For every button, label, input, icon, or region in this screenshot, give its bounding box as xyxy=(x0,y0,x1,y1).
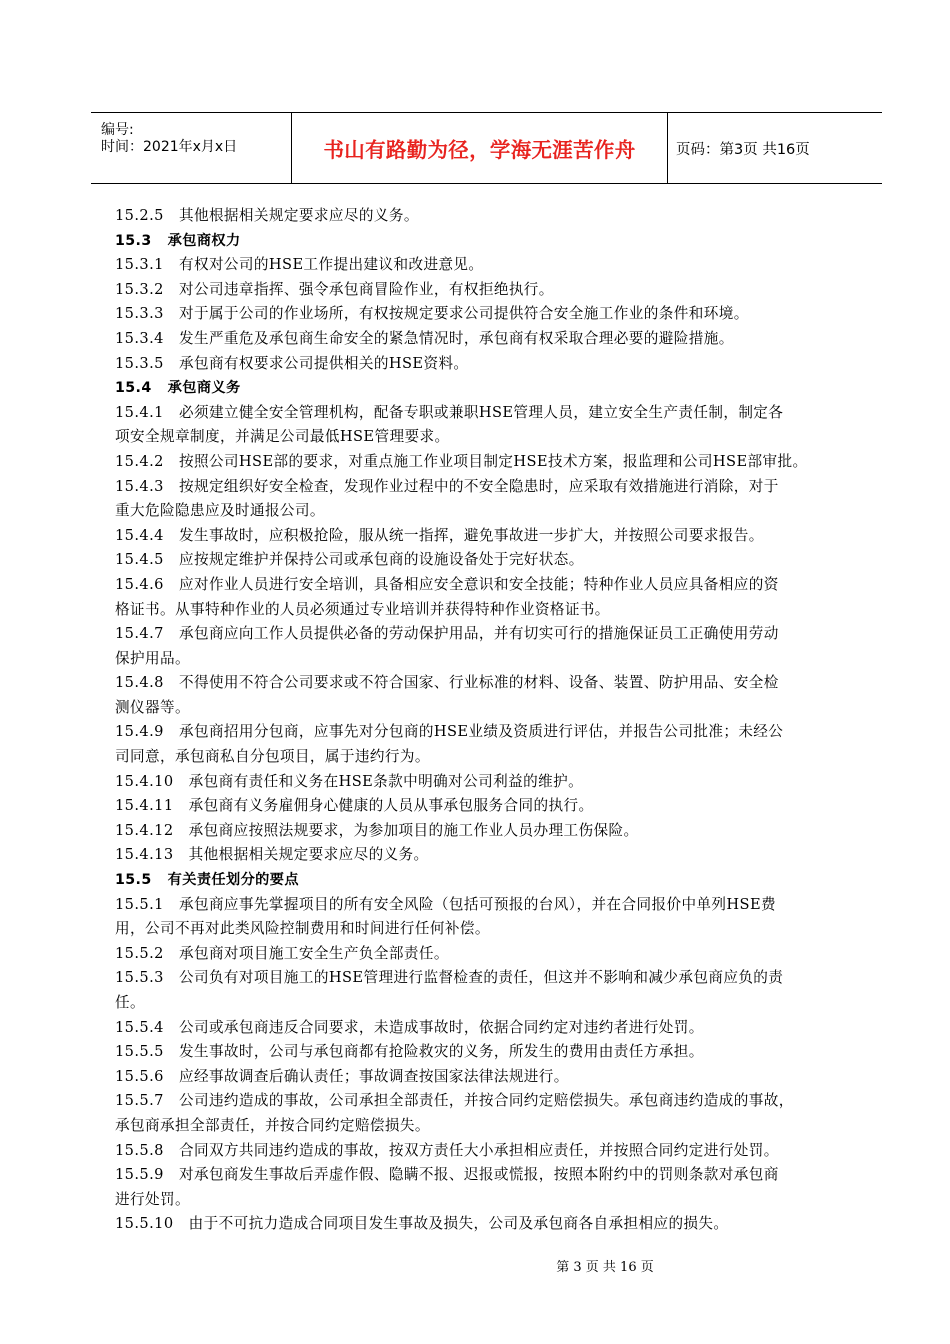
clause-text: 承包商有权要求公司提供相关的HSE资料。 xyxy=(178,354,469,372)
clause-text: 有关责任划分的要点 xyxy=(167,872,299,889)
clause-continuation xyxy=(115,1114,855,1139)
clause-number: 15.5.4 xyxy=(115,1018,164,1036)
clause-line xyxy=(115,942,855,967)
clause-line xyxy=(115,278,855,303)
clause-continuation xyxy=(115,598,855,623)
clause-line xyxy=(115,548,855,573)
clause-line xyxy=(115,302,855,327)
clause-text: 有权对公司的HSE工作提出建议和改进意见。 xyxy=(178,256,484,274)
doc-time-label: 时间：2021年x月x日 xyxy=(101,139,238,155)
clause-text: 按规定组织好安全检查，发现作业过程中的不安全隐患时，应采取有效措施进行消除，对于 xyxy=(178,477,779,495)
clause-number: 15.5 xyxy=(115,872,152,889)
clause-line xyxy=(115,794,855,819)
clause-text: 格证书。从事特种作业的人员必须通过专业培训并获得特种作业资格证书。 xyxy=(115,600,610,618)
clause-text: 公司违约造成的事故，公司承担全部责任，并按合同约定赔偿损失。承包商违约造成的事故， xyxy=(178,1092,794,1110)
clause-line xyxy=(115,1016,855,1041)
clause-continuation xyxy=(115,696,855,721)
clause-text: 司同意，承包商私自分包项目，属于违约行为。 xyxy=(115,748,430,766)
clause-line xyxy=(115,352,855,377)
clause-text: 公司负有对项目施工的HSE管理进行监督检查的责任，但这并不影响和减少承包商应负的责 xyxy=(178,969,784,987)
section-heading xyxy=(115,376,855,401)
clause-line xyxy=(115,843,855,868)
clause-number: 15.4.3 xyxy=(115,477,164,495)
clause-text: 公司或承包商违反合同要求，未造成事故时，依据合同约定对违约者进行处罚。 xyxy=(178,1018,704,1036)
clause-text: 承包商承担全部责任，并按合同约定赔偿损失。 xyxy=(115,1116,430,1134)
clause-line xyxy=(115,475,855,500)
clause-line xyxy=(115,204,855,229)
clause-text: 用，公司不再对此类风险控制费用和时间进行任何补偿。 xyxy=(115,920,490,938)
footer-page-number: 第 3 页 共 16 页 xyxy=(556,1260,654,1275)
clause-number: 15.2.5 xyxy=(115,207,164,224)
clause-text: 合同双方共同违约造成的事故，按双方责任大小承担相应责任，并按照合同约定进行处罚。 xyxy=(178,1141,779,1159)
clause-continuation xyxy=(115,425,855,450)
section-heading xyxy=(115,868,855,893)
clause-line xyxy=(115,401,855,426)
clause-text: 发生严重危及承包商生命安全的紧急情况时，承包商有权采取合理必要的避险措施。 xyxy=(178,329,734,347)
clause-number: 15.5.3 xyxy=(115,969,164,987)
clause-text: 对承包商发生事故后弄虚作假、隐瞒不报、迟报或慌报，按照本附约中的罚则条款对承包商 xyxy=(178,1166,779,1184)
clause-text: 承包商有义务雇佣身心健康的人员从事承包服务合同的执行。 xyxy=(188,797,594,815)
clause-text: 发生事故时，应积极抢险，服从统一指挥，避免事故进一步扩大，并按照公司要求报告。 xyxy=(178,526,764,544)
clause-text: 重大危险隐患应及时通报公司。 xyxy=(115,502,325,520)
clause-text: 对于属于公司的作业场所，有权按规定要求公司提供符合安全施工作业的条件和环境。 xyxy=(178,305,749,323)
clause-line xyxy=(115,893,855,918)
clause-number: 15.4.6 xyxy=(115,575,164,593)
header-motto: 书山有路勤为径，学海无涯苦作舟 xyxy=(291,113,668,183)
clause-line xyxy=(115,1089,855,1114)
clause-number: 15.5.8 xyxy=(115,1141,164,1159)
clause-line xyxy=(115,253,855,278)
clause-number: 15.5.1 xyxy=(115,895,164,913)
clause-number: 15.5.6 xyxy=(115,1067,164,1085)
page-number-label: 页码：第3页 共16页 xyxy=(676,141,810,158)
clause-number: 15.5.7 xyxy=(115,1092,164,1110)
clause-line xyxy=(115,671,855,696)
page-footer xyxy=(0,1256,950,1275)
clause-line xyxy=(115,524,855,549)
clause-number: 15.5.10 xyxy=(115,1215,174,1233)
clause-number: 15.3.5 xyxy=(115,354,164,372)
clause-line xyxy=(115,622,855,647)
clause-number: 15.4.11 xyxy=(115,797,174,815)
clause-text: 由于不可抗力造成合同项目发生事故及损失，公司及承包商各自承担相应的损失。 xyxy=(188,1215,729,1233)
clause-continuation xyxy=(115,745,855,770)
clause-text: 承包商应按照法规要求，为参加项目的施工作业人员办理工伤保险。 xyxy=(188,821,639,839)
clause-line xyxy=(115,327,855,352)
clause-text: 应经事故调查后确认责任；事故调查按国家法律法规进行。 xyxy=(178,1067,569,1085)
clause-text: 承包商应向工作人员提供必备的劳动保护用品，并有切实可行的措施保证员工正确使用劳动 xyxy=(178,625,779,643)
clause-text: 保护用品。 xyxy=(115,649,190,667)
clause-text: 应按规定维护并保持公司或承包商的设施设备处于完好状态。 xyxy=(178,551,584,569)
clause-text: 任。 xyxy=(115,994,145,1011)
clause-number: 15.4.8 xyxy=(115,674,164,692)
clause-line xyxy=(115,1040,855,1065)
clause-number: 15.4.4 xyxy=(115,526,164,544)
header-page-info xyxy=(666,113,882,183)
clause-number: 15.4 xyxy=(115,380,152,397)
clause-text: 必须建立健全安全管理机构，配备专职或兼职HSE管理人员，建立安全生产责任制，制定各 xyxy=(178,403,784,421)
clause-number: 15.4.1 xyxy=(115,403,164,421)
clause-line xyxy=(115,720,855,745)
clause-text: 其他根据相关规定要求应尽的义务。 xyxy=(188,846,429,864)
clause-number: 15.5.5 xyxy=(115,1043,164,1061)
clause-text: 按照公司HSE部的要求，对重点施工作业项目制定HSE技术方案，报监理和公司HSE部审批。 xyxy=(178,452,808,470)
clause-number: 15.5.9 xyxy=(115,1166,164,1184)
clause-line xyxy=(115,966,855,991)
clause-text: 应对作业人员进行安全培训，具备相应安全意识和安全技能；特种作业人员应具备相应的资 xyxy=(178,575,779,593)
clause-continuation xyxy=(115,1188,855,1213)
clause-line xyxy=(115,770,855,795)
clause-number: 15.4.2 xyxy=(115,452,164,470)
clause-text: 发生事故时，公司与承包商都有抢险救灾的义务，所发生的费用由责任方承担。 xyxy=(178,1043,704,1061)
clause-line xyxy=(115,450,855,475)
clause-continuation xyxy=(115,917,855,942)
clause-line xyxy=(115,1163,855,1188)
clause-text: 测仪器等。 xyxy=(115,698,190,716)
doc-code-label: 编号: xyxy=(101,122,134,138)
clause-text: 不得使用不符合公司要求或不符合国家、行业标准的材料、设备、装置、防护用品、安全检 xyxy=(178,674,779,692)
clause-number: 15.4.7 xyxy=(115,625,164,643)
clause-continuation xyxy=(115,991,855,1016)
clause-text: 承包商招用分包商，应事先对分包商的HSE业绩及资质进行评估，并报告公司批准；未经公 xyxy=(178,723,784,741)
clause-text: 承包商权力 xyxy=(167,232,241,249)
clause-number: 15.4.9 xyxy=(115,723,164,741)
clause-number: 15.4.13 xyxy=(115,846,174,864)
clause-line xyxy=(115,819,855,844)
header-meta xyxy=(91,113,291,183)
clause-number: 15.3.4 xyxy=(115,329,164,347)
clause-line xyxy=(115,1065,855,1090)
clause-line xyxy=(115,573,855,598)
clause-text: 对公司违章指挥、强令承包商冒险作业，有权拒绝执行。 xyxy=(178,280,554,298)
clause-continuation xyxy=(115,647,855,672)
clause-text: 进行处罚。 xyxy=(115,1190,190,1208)
clause-text: 承包商义务 xyxy=(167,380,241,397)
clause-number: 15.4.12 xyxy=(115,821,174,839)
clause-number: 15.4.10 xyxy=(115,772,174,790)
clause-line xyxy=(115,1212,855,1237)
clause-number: 15.4.5 xyxy=(115,551,164,569)
clause-text: 承包商有责任和义务在HSE条款中明确对公司利益的维护。 xyxy=(188,772,584,790)
document-body xyxy=(115,204,855,1237)
clause-number: 15.5.2 xyxy=(115,944,164,962)
clause-text: 承包商应事先掌握项目的所有安全风险（包括可预报的台风），并在合同报价中单列HSE费 xyxy=(178,895,776,913)
page-header xyxy=(91,112,882,184)
clause-number: 15.3.2 xyxy=(115,280,164,298)
clause-number: 15.3.1 xyxy=(115,256,164,274)
clause-continuation xyxy=(115,499,855,524)
section-heading xyxy=(115,229,855,254)
clause-text: 承包商对项目施工安全生产负全部责任。 xyxy=(178,944,449,962)
clause-line xyxy=(115,1139,855,1164)
clause-text: 项安全规章制度，并满足公司最低HSE管理要求。 xyxy=(115,428,450,446)
clause-text: 其他根据相关规定要求应尽的义务。 xyxy=(178,207,419,224)
clause-number: 15.3 xyxy=(115,232,152,249)
clause-number: 15.3.3 xyxy=(115,305,164,323)
